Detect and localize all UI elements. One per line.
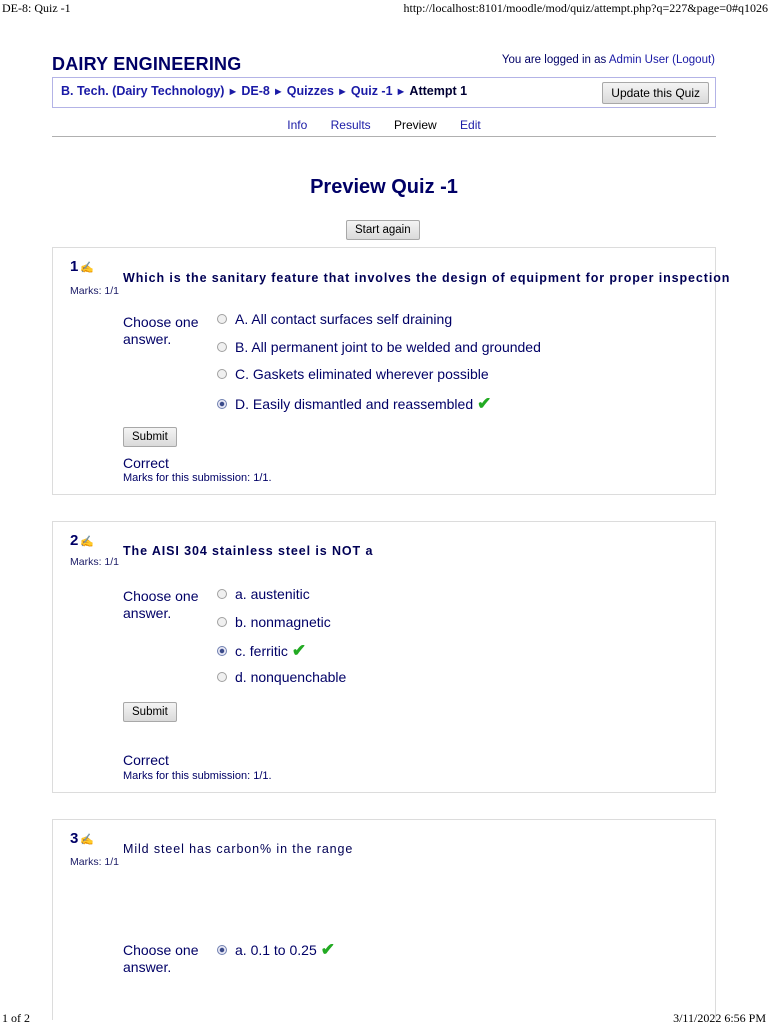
submit-button[interactable]: Submit: [123, 427, 177, 447]
submission-marks: Marks for this submission: 1/1.: [123, 472, 272, 484]
radio-button[interactable]: [217, 589, 227, 599]
question-number: 2 ✍: [70, 532, 94, 549]
breadcrumb: [61, 84, 467, 98]
navbar: [52, 77, 716, 108]
print-tab-title: DE-8: Quiz -1: [2, 1, 71, 16]
answer-option[interactable]: A. All contact surfaces self draining: [217, 311, 541, 339]
pencil-icon[interactable]: ✍: [80, 834, 94, 846]
question-marks: Marks: 1/1: [70, 556, 119, 568]
tab-row: [52, 118, 716, 137]
print-datetime: 3/11/2022 6:56 PM: [673, 1011, 766, 1026]
login-prefix: You are logged in as: [502, 54, 606, 66]
logout-link[interactable]: (Logout): [672, 54, 715, 66]
answer-options: [217, 311, 541, 421]
tab-edit[interactable]: Edit: [460, 118, 481, 132]
answer-option[interactable]: C. Gaskets eliminated wherever possible: [217, 366, 541, 394]
question-3: [52, 819, 716, 1020]
answer-option[interactable]: a. austenitic: [217, 586, 346, 614]
answer-option[interactable]: D. Easily dismantled and reassembled ✔: [217, 394, 541, 422]
choose-label: Choose one answer.: [123, 314, 208, 348]
radio-button-selected[interactable]: [217, 945, 227, 955]
breadcrumb-quizzes[interactable]: Quizzes: [287, 84, 334, 98]
question-number: 3 ✍: [70, 830, 94, 847]
tab-results[interactable]: Results: [331, 118, 371, 132]
pencil-icon[interactable]: ✍: [80, 262, 94, 274]
radio-button-selected[interactable]: [217, 399, 227, 409]
breadcrumb-de8[interactable]: DE-8: [241, 84, 269, 98]
question-text: Mild steel has carbon% in the range: [123, 842, 353, 856]
answer-option[interactable]: a. 0.1 to 0.25 ✔: [217, 940, 335, 968]
radio-button-selected[interactable]: [217, 646, 227, 656]
breadcrumb-current: Attempt 1: [409, 84, 467, 98]
breadcrumb-quiz[interactable]: Quiz -1: [351, 84, 393, 98]
question-marks: Marks: 1/1: [70, 285, 119, 297]
answer-option[interactable]: d. nonquenchable: [217, 669, 346, 697]
tab-preview[interactable]: Preview: [394, 118, 437, 132]
answer-option[interactable]: B. All permanent joint to be welded and grounded: [217, 339, 541, 367]
answer-option[interactable]: c. ferritic ✔: [217, 641, 346, 669]
submission-marks: Marks for this submission: 1/1.: [123, 770, 272, 782]
answer-options: [217, 586, 346, 696]
print-header: [0, 0, 768, 16]
radio-button[interactable]: [217, 314, 227, 324]
breadcrumb-separator: ►: [227, 86, 238, 98]
start-again-button[interactable]: Start again: [346, 220, 420, 240]
pencil-icon[interactable]: ✍: [80, 536, 94, 548]
page-count: 1 of 2: [2, 1011, 30, 1026]
question-2: [52, 521, 716, 793]
submit-button[interactable]: Submit: [123, 702, 177, 722]
login-info: [502, 54, 715, 66]
radio-button[interactable]: [217, 342, 227, 352]
answer-option[interactable]: b. nonmagnetic: [217, 614, 346, 642]
breadcrumb-separator: ►: [337, 86, 348, 98]
radio-button[interactable]: [217, 617, 227, 627]
tab-info[interactable]: Info: [287, 118, 307, 132]
breadcrumb-course[interactable]: B. Tech. (Dairy Technology): [61, 84, 224, 98]
choose-label: Choose one answer.: [123, 588, 208, 622]
site-title[interactable]: DAIRY ENGINEERING: [52, 54, 241, 75]
result-status: Correct: [123, 455, 169, 471]
question-1: [52, 247, 716, 495]
update-quiz-button[interactable]: Update this Quiz: [602, 82, 709, 104]
check-icon: ✔: [321, 940, 335, 959]
radio-button[interactable]: [217, 672, 227, 682]
check-icon: ✔: [292, 641, 306, 660]
user-link[interactable]: Admin User: [609, 54, 669, 66]
page-title: Preview Quiz -1: [0, 176, 768, 199]
answer-options: [217, 940, 335, 968]
radio-button[interactable]: [217, 369, 227, 379]
result-status: Correct: [123, 752, 169, 768]
choose-label: Choose one answer.: [123, 942, 208, 976]
print-url: http://localhost:8101/moodle/mod/quiz/attempt.php?q=227&page=0#q1026: [404, 1, 768, 16]
breadcrumb-separator: ►: [273, 86, 284, 98]
question-text: Which is the sanitary feature that involves the design of equipment for proper inspection: [123, 271, 730, 285]
check-icon: ✔: [477, 394, 491, 413]
question-text: The AISI 304 stainless steel is NOT a: [123, 544, 373, 558]
breadcrumb-separator: ►: [396, 86, 407, 98]
question-marks: Marks: 1/1: [70, 856, 119, 868]
question-number: 1 ✍: [70, 258, 94, 275]
